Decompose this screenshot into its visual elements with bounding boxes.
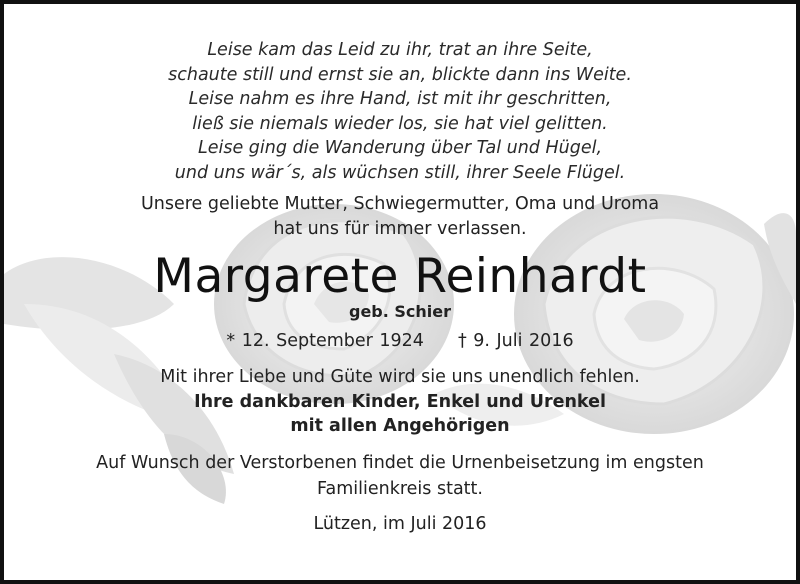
death-date: † 9. Juli 2016 (457, 331, 574, 351)
poem-line: Leise nahm es ihre Hand, ist mit ihr geschritten, (188, 89, 612, 109)
burial-note (4, 450, 796, 502)
mourning-text (4, 365, 796, 439)
intro-line: Unsere geliebte Mutter, Schwiegermutter, Oma und Uroma (140, 194, 660, 214)
family-line: mit allen Angehörigen (290, 416, 510, 436)
obituary-text (4, 38, 796, 536)
poem-line: und uns wär´s, als wüchsen still, ihrer Seele Flügel. (174, 162, 626, 183)
poem-line: ließ sie niemals wieder los, sie hat viel gelitten. (192, 113, 608, 134)
burial-note-line: Familienkreis statt. (317, 478, 483, 499)
family-line: Ihre dankbaren Kinder, Enkel und Urenkel (194, 391, 606, 412)
poem-line: Leise kam das Leid zu ihr, trat an ihre Seite, (207, 40, 593, 60)
life-dates (4, 329, 796, 353)
deceased-name: Margarete Reinhardt (153, 249, 647, 304)
place-date: Lützen, im Juli 2016 (313, 513, 487, 534)
intro-text (4, 192, 796, 241)
poem-line: Leise ging die Wanderung über Tal und Hügel, (197, 138, 603, 158)
mourning-line: Mit ihrer Liebe und Güte wird sie uns unendlich fehlen. (160, 367, 640, 387)
birth-date: * 12. September 1924 (226, 331, 424, 351)
poem (4, 38, 796, 185)
birth-name: geb. Schier (348, 302, 452, 321)
burial-note-line: Auf Wunsch der Verstorbenen findet die Urnenbeisetzung im engsten (96, 452, 704, 473)
poem-line: schaute still und ernst sie an, blickte dann ins Weite. (168, 64, 632, 85)
intro-line: hat uns für immer verlassen. (273, 218, 527, 239)
